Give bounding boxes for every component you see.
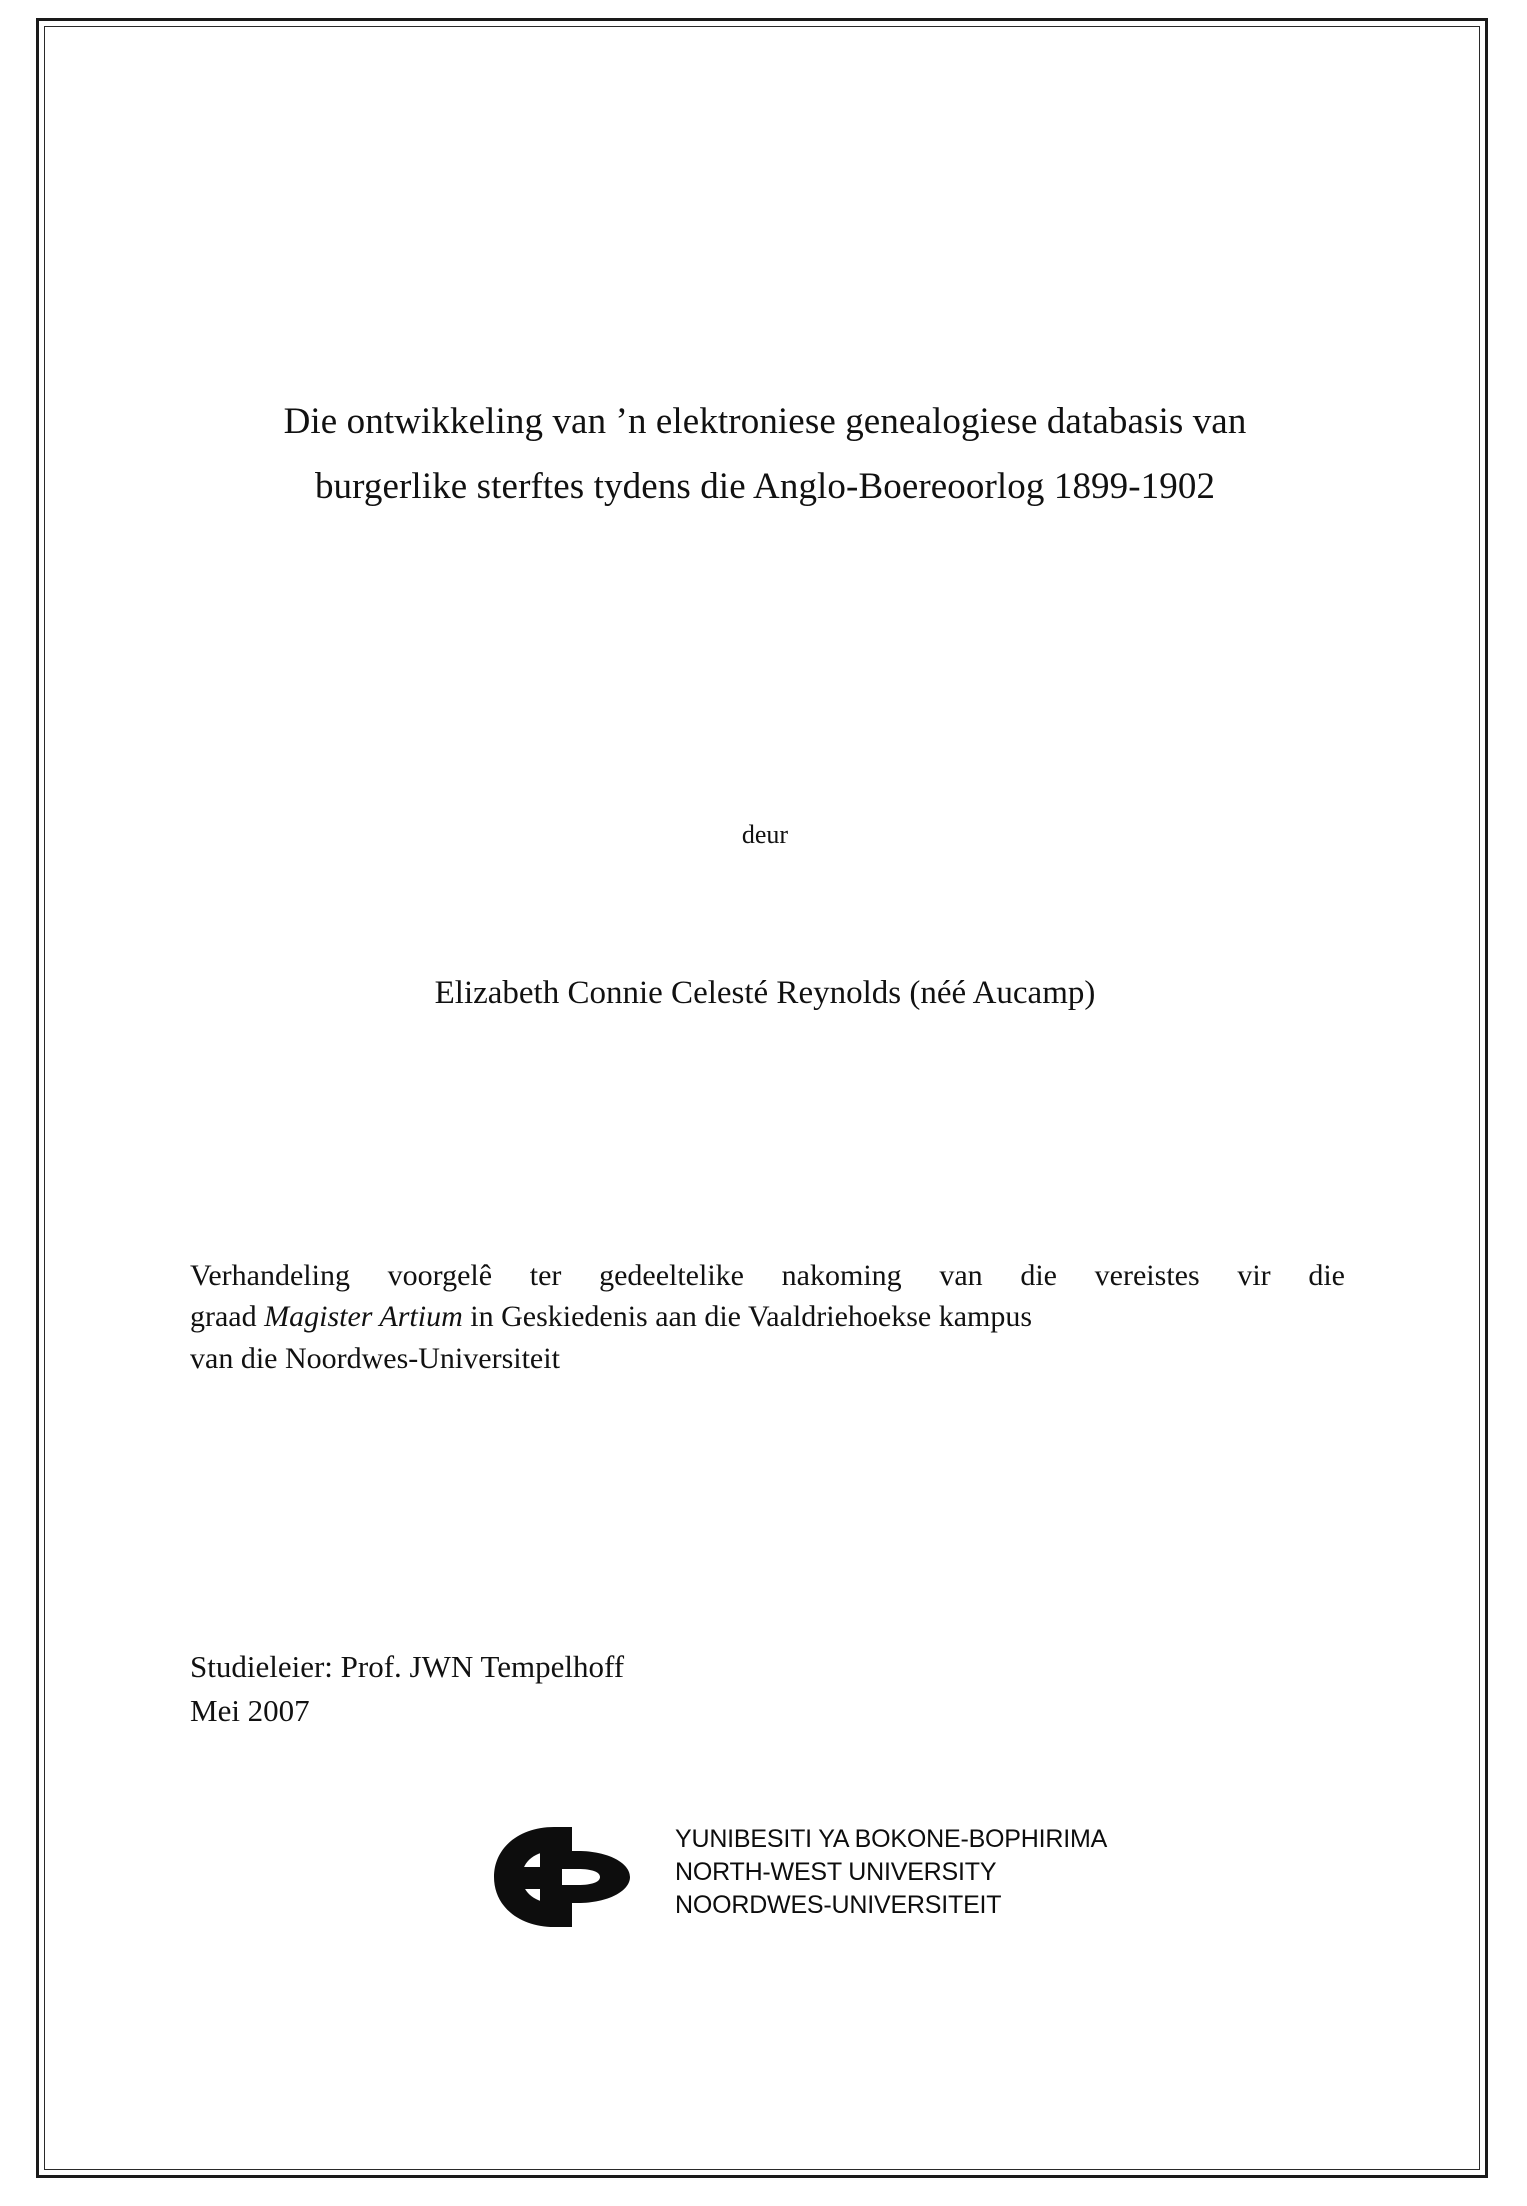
university-logo	[480, 1815, 1120, 1935]
university-logo-text	[675, 1823, 1107, 1922]
page-title	[185, 390, 1345, 520]
degree-statement-line-3: van die Noordwes-Universiteit	[190, 1341, 560, 1375]
author-name: Elizabeth Connie Celesté Reynolds (néé Aucamp)	[434, 975, 1096, 1011]
degree-name-italic: Magister Artium	[264, 1300, 463, 1334]
page-title-line-2: burgerlike sterftes tydens die Anglo-Boereoorlog 1899-1902	[314, 465, 1216, 507]
degree-statement-line-1: Verhandeling voorgelê ter gedeeltelike nakoming van die vereistes vir die	[190, 1259, 1345, 1292]
logo-text-line-3: NOORDWES-UNIVERSITEIT	[675, 1891, 1002, 1919]
submission-date: Mei 2007	[190, 1693, 310, 1729]
degree-statement	[190, 1255, 1345, 1379]
north-west-university-logo-mark-icon	[480, 1823, 660, 1931]
supervisor-block	[190, 1645, 1090, 1733]
degree-statement-line-2	[190, 1296, 1345, 1337]
degree-statement-line-2-before: graad	[190, 1300, 265, 1334]
supervisor-name: Studieleier: Prof. JWN Tempelhoff	[190, 1649, 625, 1684]
by-label: deur	[741, 820, 789, 849]
degree-statement-line-2-after: in Geskiedenis aan die Vaaldriehoekse kampus	[462, 1300, 1033, 1334]
page-title-line-1: Die ontwikkeling van ’n elektroniese genealogiese databasis van	[283, 401, 1247, 442]
logo-text-line-1: YUNIBESITI YA BOKONE-BOPHIRIMA	[675, 1825, 1108, 1853]
page-content	[150, 60, 1380, 2120]
logo-text-line-2: NORTH-WEST UNIVERSITY	[675, 1858, 997, 1886]
